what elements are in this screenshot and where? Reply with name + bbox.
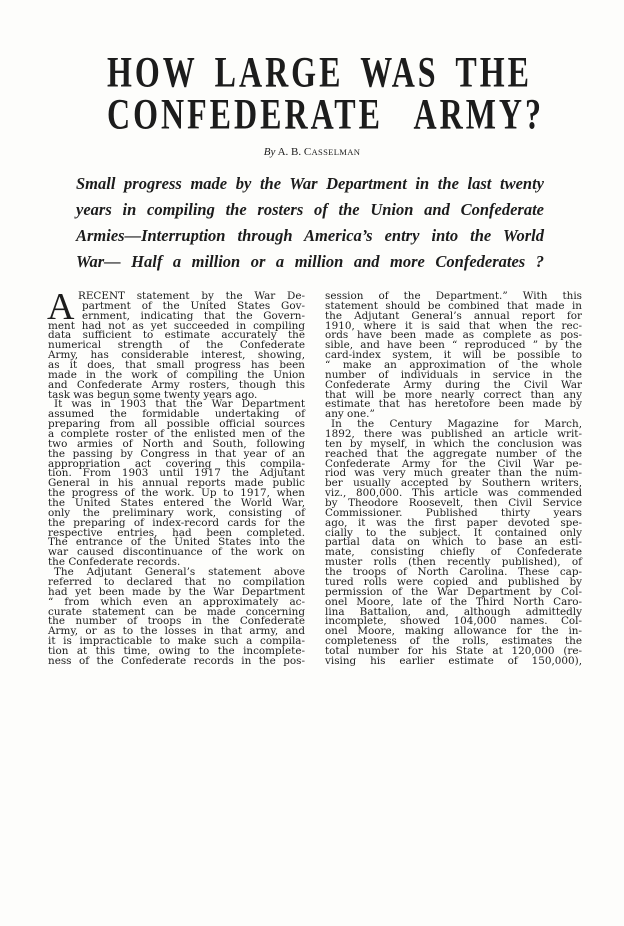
body-text-line: The entrance of the United States into the	[48, 536, 305, 549]
byline-initials: A. B.	[277, 146, 302, 158]
body-text-line: by Theodore Roosevelt, then Civil Service	[325, 497, 582, 510]
body-text-line: ber usually accepted by Southern writers,	[325, 477, 582, 490]
body-text-line: partial data on which to base an esti-	[325, 536, 582, 549]
body-text-line: ago, it was the first paper devoted spe-	[325, 516, 582, 529]
body-text-line: onel Moore, late of the Third North Caro-	[325, 595, 582, 608]
right-column	[325, 292, 582, 667]
body-text-line: sible, and have been “ reproduced ” by the	[325, 339, 582, 352]
body-text-line: cially to the subject. It contained only	[325, 526, 582, 539]
body-text-line: It was in 1903 that the War Department	[54, 398, 305, 411]
byline-surname: CASSELMAN	[303, 146, 361, 158]
subtitle-line: Small progress made by the War Department in the last twenty	[76, 174, 544, 193]
subtitle-line: War— Half a million or a million and more Confederates ?	[76, 252, 544, 271]
body-text-line: In the Century Magazine for March,	[331, 418, 582, 431]
body-text-line: “ from which even an approximately ac-	[48, 595, 305, 608]
body-text-line: mate, consisting chiefly of Confederate	[325, 546, 582, 559]
body-text-line: that will be more nearly correct than any	[325, 388, 582, 401]
body-text-line: session of the Department.” With this	[325, 290, 582, 302]
body-text-line: ords have been made as complete as pos-	[325, 329, 582, 342]
body-text-line: the Confederate records.	[48, 556, 181, 569]
body-text-line: any one.”	[325, 408, 375, 421]
body-text-line: RECENT statement by the War De-	[78, 290, 305, 302]
subtitle-deck	[76, 171, 544, 275]
body-text-line: tion at this time, owing to the incomplete-	[48, 644, 305, 657]
body-text-line: assumed the formidable undertaking of	[48, 408, 305, 421]
body-text-line: ment had not as yet succeeded in compiling	[48, 319, 305, 332]
body-text-line: it is impracticable to make such a compila-	[48, 635, 305, 648]
body-text-line: referred to declared that no compilation	[48, 575, 305, 588]
left-column	[47, 286, 305, 667]
body-text-line: a complete roster of the enlisted men of the	[48, 428, 305, 441]
body-text-line: “ make an approximation of the whole	[325, 359, 582, 372]
body-text-line: the progress of the work. Up to 1917, when	[48, 487, 305, 500]
body-text-line: tion. From 1903 until 1917 the Adjutant	[48, 467, 305, 480]
title-line-2: CONFEDERATE ARMY?	[107, 89, 544, 138]
body-text-line: the preparing of index-record cards for the	[48, 516, 305, 529]
drop-cap: A	[47, 286, 75, 328]
title-line-1: HOW LARGE WAS THE	[107, 47, 532, 96]
body-text-line: the passing by Congress in that year of an	[48, 447, 305, 460]
body-text-line: Confederate Army during the Civil War	[325, 378, 582, 391]
body-text-line: completeness of the rolls, estimates the	[325, 635, 582, 648]
body-text-line: Confederate Army for the Civil War pe-	[325, 457, 582, 470]
body-text-line: Army, or as to the losses in that army, and	[48, 625, 305, 638]
body-text-line: Army, has considerable interest, showing,	[48, 349, 305, 362]
body-text-line: had yet been made by the War Department	[48, 585, 305, 598]
body-text-line: The Adjutant General’s statement above	[54, 566, 305, 579]
body-text-line: onel Moore, making allowance for the in-	[325, 625, 582, 638]
body-text-line: and Confederate Army rosters, though this	[48, 378, 305, 391]
body-text-line: appropriation act covering this compila-	[48, 457, 305, 470]
body-text-line: as it does, that small progress has been	[48, 359, 305, 372]
body-text-line: partment of the United States Gov-	[82, 299, 305, 312]
subtitle-line: years in compiling the rosters of the Union and Confederate	[76, 200, 544, 219]
body-text-line: lina Battalion, and, although admittedly	[325, 605, 582, 618]
body-text-line: curate statement can be made concerning	[48, 605, 305, 618]
body-text-line: General in his annual reports made public	[48, 477, 305, 490]
body-text-line: the United States entered the World War,	[48, 497, 305, 510]
body-text-line: respective entries, had been completed.	[48, 526, 305, 539]
body-text-line: total number for his State at 120,000 (re-	[325, 644, 582, 657]
body-text-line: 1892, there was published an article writ-	[325, 428, 582, 441]
body-text-line: tured rolls were copied and published by	[325, 575, 582, 588]
body-text-line: estimate that has heretofore been made by	[325, 398, 582, 411]
body-text-line: reached that the aggregate number of the	[325, 447, 582, 460]
body-text-line: two armies of North and South, following	[48, 437, 305, 450]
body-text-line: muster rolls (then recently published), of	[325, 556, 582, 569]
body-text-line: ernment, indicating that the Govern-	[82, 309, 305, 322]
body-text-line: card-index system, it will be possible to	[325, 349, 582, 362]
body-text-line: riod was very much greater than the num-	[325, 467, 582, 480]
body-text-line: made in the work of compiling the Union	[48, 368, 305, 381]
body-text-line: viz., 800,000. This article was commended	[325, 487, 582, 500]
body-text-line: permission of the War Department by Col-	[325, 585, 582, 598]
body-text-line: incomplete, showed 104,000 names. Col-	[325, 615, 582, 628]
body-text-line: ness of the Confederate records in the pos-	[48, 654, 305, 667]
body-text-line: task was begun some twenty years ago.	[48, 388, 258, 401]
body-text-line: the Adjutant General’s annual report for	[325, 309, 582, 322]
body-text-line: vising his earlier estimate of 150,000),	[325, 654, 582, 667]
body-text-line: preparing from all possible official sources	[48, 418, 305, 431]
body-text-line: numerical strength of the Confederate	[48, 339, 305, 352]
byline-prefix: By	[263, 146, 276, 158]
body-text-line: war caused discontinuance of the work on	[48, 546, 305, 559]
body-text-line: only the preliminary work, consisting of	[48, 506, 305, 519]
body-text-line: 1910, where it is said that when the rec-	[325, 319, 582, 332]
body-text-line: the troops of North Carolina. These cap-	[325, 566, 582, 579]
body-text-line: Commissioner. Published thirty years	[325, 506, 582, 519]
body-text-line: the number of troops in the Confederate	[48, 615, 305, 628]
subtitle-line: Armies—Interruption through America’s entry into the World	[76, 226, 544, 245]
body-text-line: number of individuals in service in the	[325, 368, 582, 381]
body-text-line: data sufficient to estimate accurately the	[48, 329, 305, 342]
byline	[0, 145, 624, 159]
body-text-line: statement should be combined that made in	[325, 299, 582, 312]
body-text-line: ten by myself, in which the conclusion was	[325, 437, 582, 450]
